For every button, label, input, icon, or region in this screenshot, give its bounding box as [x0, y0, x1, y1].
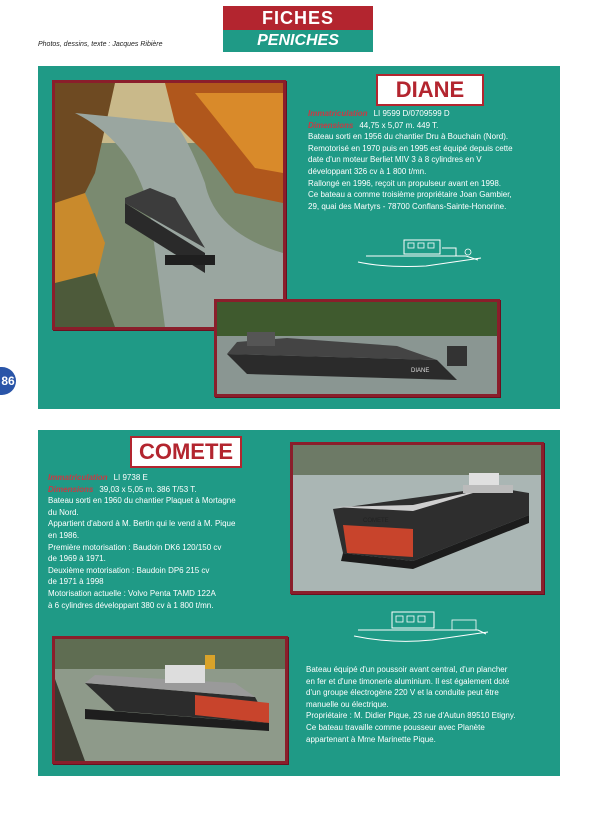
- diane-text: [308, 108, 556, 212]
- header-subtitle: PENICHES: [223, 30, 373, 52]
- comete-photo-side: [52, 636, 288, 764]
- comete-photo-front: [290, 442, 544, 594]
- comete-panel: [38, 430, 560, 776]
- comete-line: Appartient d'abord à M. Bertin qui le vend à M. Pique: [48, 519, 236, 529]
- section-header: [223, 6, 373, 52]
- diane-line: Remotorisé en 1970 puis en 1995 est équipé depuis cette: [308, 143, 513, 153]
- diane-immatriculation-value: LI 9599 D/0709599 D: [373, 109, 450, 118]
- comete-line: Propriétaire : M. Didier Pique, 23 rue d'Autun 89510 Etigny.: [306, 711, 516, 721]
- diane-line: Rallongé en 1996, reçoit un propulseur avant en 1998.: [308, 178, 502, 188]
- diane-line: Bateau sorti en 1956 du chantier Dru à Bouchain (Nord).: [308, 132, 509, 142]
- credits: Photos, dessins, texte : Jacques Ribière: [38, 41, 163, 48]
- comete-immatriculation-value: LI 9738 E: [113, 473, 148, 482]
- diane-hull-name: DIANE: [411, 368, 430, 374]
- diane-title: DIANE: [376, 74, 484, 106]
- comete-line: appartenant à Mme Marinette Pique.: [306, 734, 436, 744]
- header-title: FICHES: [223, 6, 373, 30]
- diane-dimensions-value: 44,75 x 5,07 m. 449 T.: [359, 120, 439, 130]
- diane-line: Ce bateau a comme troisième propriétaire Joan Gambier,: [308, 190, 512, 200]
- comete-line: Première motorisation : Baudoin DK6 120/150 cv: [48, 542, 222, 552]
- diane-boat-sketch: [356, 234, 486, 272]
- comete-boat-sketch: [352, 608, 492, 648]
- comete-line: en 1986.: [48, 530, 80, 540]
- diane-line: date d'un moteur Berliet MIV 3 à 8 cylindres en V: [308, 155, 482, 165]
- comete-line: de 1969 à 1971.: [48, 554, 106, 564]
- comete-dimensions-value: 39,03 x 5,05 m. 386 T/53 T.: [99, 484, 197, 494]
- comete-line: Bateau équipé d'un poussoir avant central, d'un plancher: [306, 665, 508, 674]
- comete-line: du Nord.: [48, 507, 79, 517]
- diane-panel: [38, 66, 560, 409]
- comete-immatriculation-label: Immatriculation: [48, 473, 108, 482]
- comete-line: Ce bateau travaille comme pousseur avec Planète: [306, 722, 485, 732]
- comete-hull-name: COMETE: [363, 518, 389, 524]
- diane-line: développant 326 cv à 1 800 t/mn.: [308, 166, 427, 176]
- comete-line: Deuxième motorisation : Baudoin DP6 215 cv: [48, 565, 210, 575]
- comete-line: d'un groupe électrogène 220 V et la conduite peut être: [306, 688, 499, 698]
- comete-text: [48, 472, 288, 611]
- diane-photo-underway: [214, 299, 500, 397]
- diane-photo-canal: [52, 80, 286, 330]
- comete-text-2: [306, 664, 556, 745]
- comete-dimensions-label: Dimensions: [48, 484, 94, 494]
- diane-line: 29, quai des Martyrs - 78700 Conflans-Sainte-Honorine.: [308, 201, 507, 211]
- comete-line: de 1971 à 1998: [48, 577, 104, 587]
- comete-line: à 6 cylindres développant 380 cv à 1 800 t/mn.: [48, 600, 214, 610]
- comete-line: Motorisation actuelle : Volvo Penta TAMD 122A: [48, 588, 216, 598]
- comete-line: en fer et d'une timonerie aluminium. Il est également doté: [306, 676, 510, 686]
- diane-dimensions-label: Dimensions: [308, 120, 354, 130]
- comete-title: COMETE: [130, 436, 242, 468]
- diane-immatriculation-label: Immatriculation: [308, 109, 368, 118]
- comete-line: manuelle ou électrique.: [306, 699, 389, 709]
- page-number: 86: [0, 367, 16, 395]
- comete-line: Bateau sorti en 1960 du chantier Plaquet à Mortagne: [48, 496, 236, 506]
